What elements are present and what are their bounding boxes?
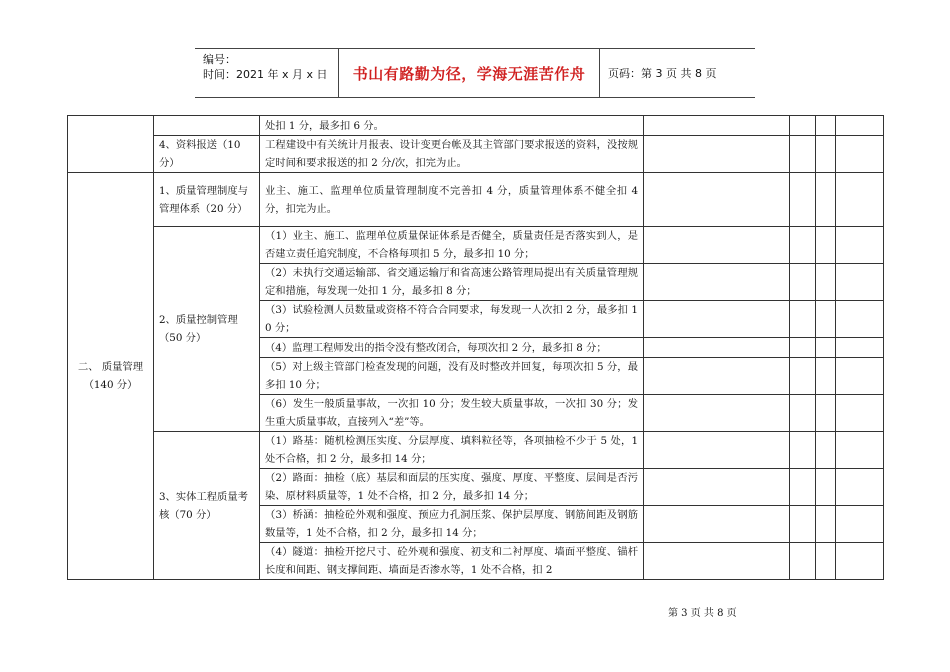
category-cell: 二、 质量管理（140 分） xyxy=(68,173,154,580)
rule-cell: 工程建设中有关统计月报表、设计变更台帐及其主管部门要求报送的资料，没按规定时间和要求报送的扣 2 分/次，扣完为止。 xyxy=(260,136,644,173)
blank-cell xyxy=(816,136,836,173)
blank-cell xyxy=(836,338,884,358)
header-page-cell xyxy=(608,49,755,97)
blank-cell xyxy=(836,173,884,227)
blank-cell xyxy=(816,301,836,338)
rule-cell: （5）对上级主管部门检查发现的问题，没有及时整改并回复，每项次扣 5 分，最多扣 10 分； xyxy=(260,358,644,395)
blank-cell xyxy=(644,543,790,580)
blank-cell xyxy=(836,227,884,264)
number-label: 编号： xyxy=(203,53,236,66)
sub-item-cell xyxy=(154,116,260,136)
blank-cell xyxy=(816,358,836,395)
table-row xyxy=(68,173,884,227)
document-header xyxy=(195,48,755,98)
blank-cell xyxy=(790,264,816,301)
blank-cell xyxy=(836,136,884,173)
blank-cell xyxy=(816,432,836,469)
rule-cell: （3）试验检测人员数量或资格不符合合同要求，每发现一人次扣 2 分，最多扣 10 分； xyxy=(260,301,644,338)
blank-cell xyxy=(790,506,816,543)
table-row xyxy=(68,227,884,264)
blank-cell xyxy=(644,227,790,264)
blank-cell xyxy=(644,116,790,136)
rule-cell: （6）发生一般质量事故，一次扣 10 分；发生较大质量事故，一次扣 30 分；发生重大质量事故，直接列入“差”等。 xyxy=(260,395,644,432)
rule-cell: 业主、施工、监理单位质量管理制度不完善扣 4 分，质量管理体系不健全扣 4 分，扣完为止。 xyxy=(260,173,644,227)
blank-cell xyxy=(790,543,816,580)
rule-cell: （4）隧道：抽检开挖尺寸、砼外观和强度、初支和二衬厚度、墙面平整度、锚杆长度和间距、钢支撑间距、墙面是否渗水等，1 处不合格，扣 2 xyxy=(260,543,644,580)
blank-cell xyxy=(836,432,884,469)
blank-cell xyxy=(790,173,816,227)
blank-cell xyxy=(790,432,816,469)
blank-cell xyxy=(836,301,884,338)
blank-cell xyxy=(644,358,790,395)
motto-text: 书山有路勤为径，学海无涯苦作舟 xyxy=(352,64,586,83)
blank-cell xyxy=(816,543,836,580)
blank-cell xyxy=(816,506,836,543)
blank-cell xyxy=(644,395,790,432)
blank-cell xyxy=(644,136,790,173)
rule-cell: （2）未执行交通运输部、省交通运输厅和省高速公路管理局提出有关质量管理规定和措施，每发现一处扣 1 分，最多扣 8 分； xyxy=(260,264,644,301)
rule-cell: （1）路基：随机检测压实度、分层厚度、填料粒径等，各项抽检不少于 5 处，1 处不合格，扣 2 分，最多扣 14 分； xyxy=(260,432,644,469)
blank-cell xyxy=(836,116,884,136)
blank-cell xyxy=(644,469,790,506)
blank-cell xyxy=(790,338,816,358)
blank-cell xyxy=(816,469,836,506)
header-meta xyxy=(195,49,338,97)
page-footer: 第 3 页 共 8 页 xyxy=(668,608,737,619)
rule-cell: （3）桥涵：抽检砼外观和强度、预应力孔洞压浆、保护层厚度、钢筋间距及钢筋数量等，1 处不合格，扣 2 分，最多扣 14 分； xyxy=(260,506,644,543)
blank-cell xyxy=(790,227,816,264)
sub-item-cell: 3、实体工程质量考核（70 分） xyxy=(154,432,260,580)
blank-cell xyxy=(790,301,816,338)
blank-cell xyxy=(816,173,836,227)
blank-cell xyxy=(790,469,816,506)
table-row xyxy=(68,116,884,136)
blank-cell xyxy=(816,116,836,136)
blank-cell xyxy=(836,358,884,395)
sub-item-cell: 1、质量管理制度与管理体系（20 分） xyxy=(154,173,260,227)
rule-cell: （1）业主、施工、监理单位质量保证体系是否健全，质量责任是否落实到人，是否建立责任追究制度，不合格每项扣 5 分，最多扣 10 分； xyxy=(260,227,644,264)
rule-cell: （4）监理工程师发出的指令没有整改闭合，每项次扣 2 分，最多扣 8 分； xyxy=(260,338,644,358)
blank-cell xyxy=(836,506,884,543)
blank-cell xyxy=(836,264,884,301)
rule-cell: （2）路面：抽检（底）基层和面层的压实度、强度、厚度、平整度、层间是否污染、原材料质量等，1 处不合格，扣 2 分，最多扣 14 分； xyxy=(260,469,644,506)
blank-cell xyxy=(836,395,884,432)
blank-cell xyxy=(790,395,816,432)
blank-cell xyxy=(816,264,836,301)
blank-cell xyxy=(644,173,790,227)
sub-item-cell: 4、资料报送（10 分） xyxy=(154,136,260,173)
blank-cell xyxy=(644,432,790,469)
assessment-table xyxy=(67,115,884,580)
blank-cell xyxy=(790,136,816,173)
blank-cell xyxy=(790,358,816,395)
blank-cell xyxy=(644,506,790,543)
blank-cell xyxy=(836,469,884,506)
page-label: 页码：第 3 页 共 8 页 xyxy=(608,67,717,80)
time-label: 时间：2021 年 x 月 x 日 xyxy=(203,68,328,81)
blank-cell xyxy=(644,338,790,358)
blank-cell xyxy=(816,395,836,432)
sub-item-cell: 2、质量控制管理（50 分） xyxy=(154,227,260,432)
blank-cell xyxy=(644,301,790,338)
blank-cell xyxy=(644,264,790,301)
blank-cell xyxy=(790,116,816,136)
table-row xyxy=(68,136,884,173)
blank-cell xyxy=(836,543,884,580)
rule-cell: 处扣 1 分，最多扣 6 分。 xyxy=(260,116,644,136)
blank-cell xyxy=(816,338,836,358)
table-row xyxy=(68,432,884,469)
blank-cell xyxy=(816,227,836,264)
header-motto-cell xyxy=(338,49,600,97)
category-cell xyxy=(68,116,154,173)
